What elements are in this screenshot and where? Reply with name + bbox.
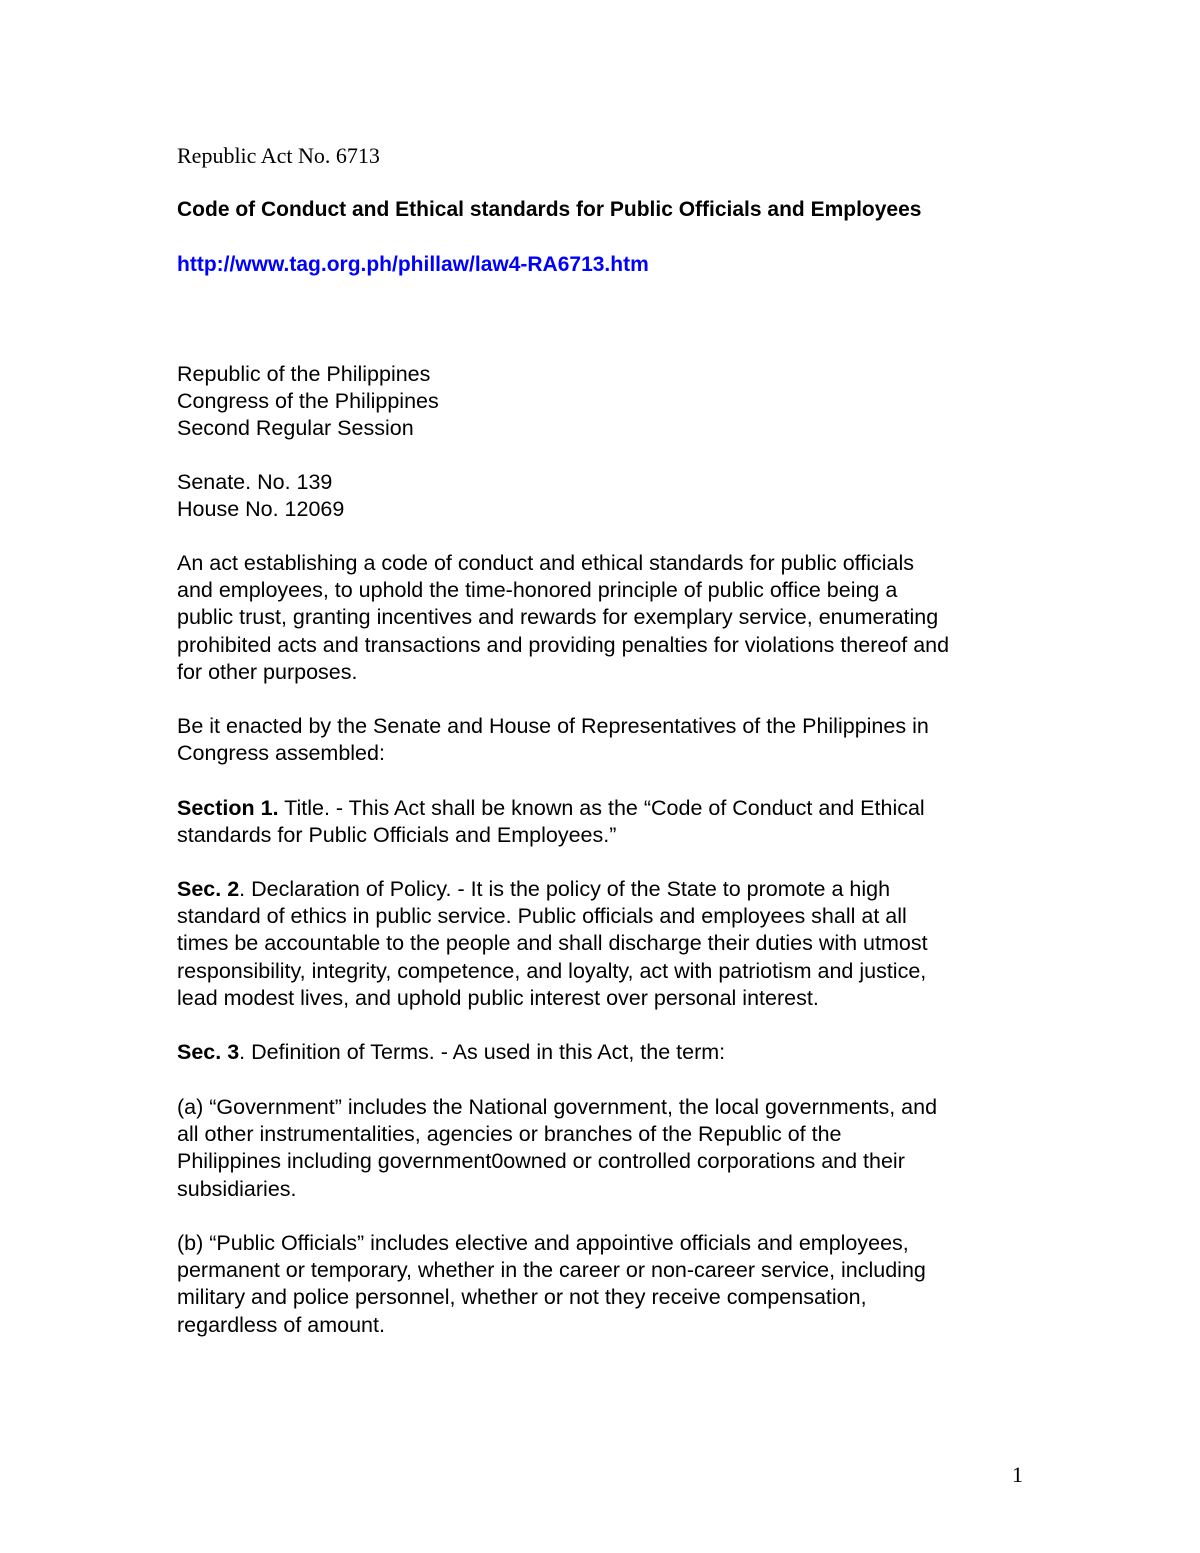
act-number-heading: Republic Act No. 6713	[177, 143, 380, 168]
section-1	[177, 795, 925, 849]
paragraph-line: Philippines including government0owned or controlled corporations and their	[177, 1149, 905, 1174]
origin-country: Republic of the Philippines	[177, 362, 431, 386]
definition-government	[177, 1094, 937, 1203]
paragraph-line: and employees, to uphold the time-honored principle of public office being a	[177, 578, 898, 603]
page-number: 1	[1012, 1462, 1023, 1487]
paragraph-line: military and police personnel, whether or not they receive compensation,	[177, 1285, 867, 1310]
section-label: Sec. 3	[177, 1040, 240, 1064]
paragraph-line: An act establishing a code of conduct and ethical standards for public officials	[177, 551, 915, 575]
section-3	[177, 1039, 725, 1066]
paragraph-line	[177, 1039, 725, 1066]
paragraph-line	[177, 795, 925, 822]
paragraph-line: all other instrumentalities, agencies or branches of the Republic of the	[177, 1122, 842, 1147]
paragraph-line: regardless of amount.	[177, 1312, 385, 1337]
paragraph-line: times be accountable to the people and shall discharge their duties with utmost	[177, 931, 928, 956]
house-bill-number: House No. 12069	[177, 497, 345, 522]
origin-congress: Congress of the Philippines	[177, 389, 439, 414]
paragraph-line: public trust, granting incentives and rewards for exemplary service, enumerating	[177, 605, 939, 630]
paragraph-line: for other purposes.	[177, 659, 358, 684]
paragraph-line: subsidiaries.	[177, 1176, 297, 1201]
paragraph-line: (b) “Public Officials” includes elective and appointive officials and employees,	[177, 1231, 909, 1255]
section-label: Section 1.	[177, 796, 279, 820]
section-label: Sec. 2	[177, 877, 240, 901]
paragraph-line: (a) “Government” includes the National government, the local governments, and	[177, 1095, 938, 1119]
section-text: Title. - This Act shall be known as the “Code of Conduct and Ethical	[278, 796, 925, 820]
paragraph-line: Congress assembled:	[177, 741, 385, 766]
paragraph-line	[177, 876, 928, 903]
section-2	[177, 876, 928, 1012]
senate-bill-number: Senate. No. 139	[177, 470, 333, 494]
paragraph-line: prohibited acts and transactions and providing penalties for violations thereof and	[177, 632, 950, 657]
section-text: . Definition of Terms. - As used in this Act, the term:	[239, 1040, 726, 1064]
paragraph-line: responsibility, integrity, competence, and loyalty, act with patriotism and justice,	[177, 958, 927, 983]
document-title: Code of Conduct and Ethical standards for Public Officials and Employees	[177, 198, 922, 221]
origin-block	[177, 361, 439, 443]
paragraph-line: Be it enacted by the Senate and House of Representatives of the Philippines in	[177, 714, 929, 738]
bill-numbers	[177, 469, 344, 523]
paragraph-line: lead modest lives, and uphold public interest over personal interest.	[177, 985, 819, 1010]
source-url-link[interactable]: http://www.tag.org.ph/phillaw/law4-RA6713.htm	[177, 253, 649, 276]
definition-public-officials	[177, 1230, 926, 1339]
paragraph-line: standards for Public Officials and Employees.”	[177, 823, 617, 848]
paragraph-line: permanent or temporary, whether in the career or non-career service, including	[177, 1258, 926, 1283]
section-text: . Declaration of Policy. - It is the policy of the State to promote a high	[239, 877, 891, 901]
origin-session: Second Regular Session	[177, 416, 414, 441]
enacting-clause	[177, 713, 929, 767]
paragraph-line: standard of ethics in public service. Public officials and employees shall at all	[177, 904, 907, 929]
long-title-paragraph	[177, 550, 949, 686]
